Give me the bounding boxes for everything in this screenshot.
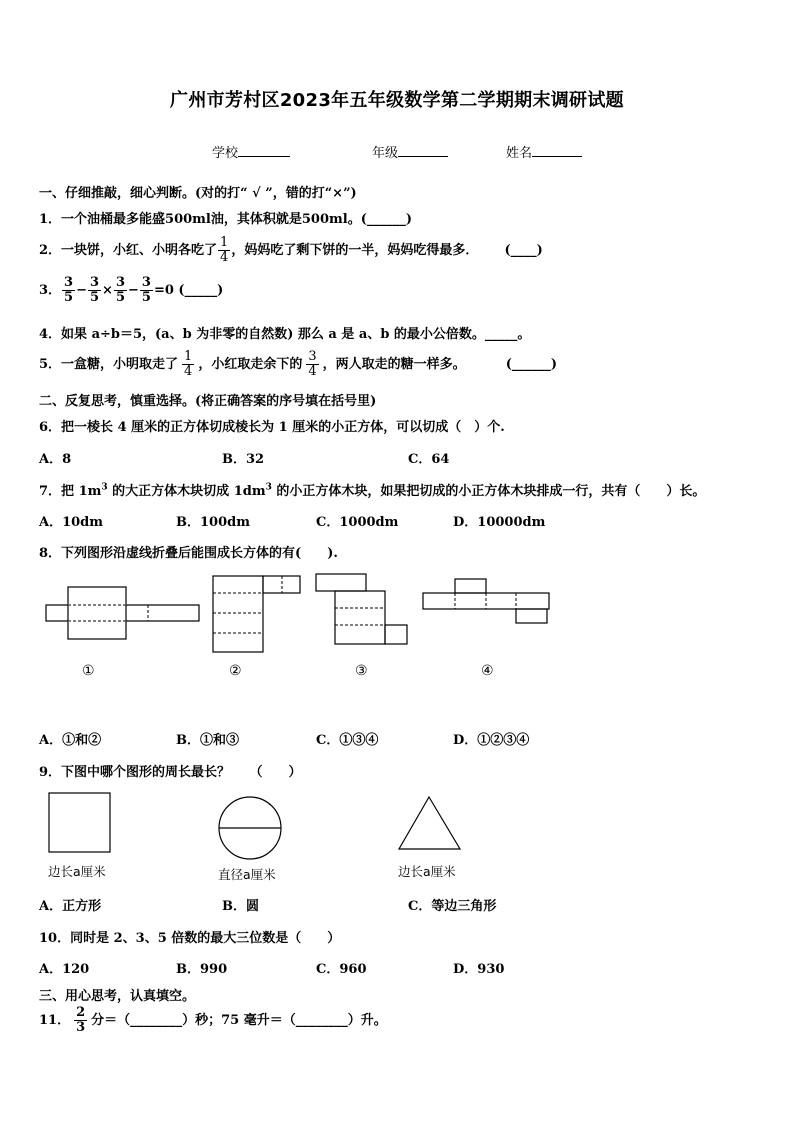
question-7: 7．把 $1m^3$ 的大正方体木块切成 $1dm^3$ 的小正方体木块，如果把切成的小正方体木块排成一行，共有（ ）长。: [39, 482, 706, 499]
q6-option-c[interactable]: C．64: [408, 452, 450, 467]
q7-option-a[interactable]: A．10dm: [39, 515, 104, 530]
figure-label-1: ①: [82, 663, 95, 679]
triangle-caption: 边长a厘米: [398, 864, 456, 879]
circle-caption: 直径a厘米: [218, 867, 276, 882]
section1-heading: 一、仔细推敲，细心判断。(对的打“ √ ”，错的打“×”): [39, 186, 357, 201]
question-1: 1．一个油桶最多能盛500ml油，其体积就是500ml。(______): [39, 212, 413, 227]
school-field[interactable]: [212, 142, 290, 161]
question-9: 9．下图中哪个图形的周长最长？ （ ）: [39, 765, 302, 780]
grade-field[interactable]: [372, 142, 448, 161]
q9-option-b[interactable]: B．圆: [222, 899, 259, 914]
q10-option-d[interactable]: D．930: [453, 962, 505, 977]
fraction-one-quarter: $\frac{1}{4}$: [220, 235, 229, 265]
question-3: 3． $\frac{3}{5}$ − $\frac{3}{5}$ × $\frac{3}{5}$ − $\frac{3}{5}$ =0 (_____): [39, 275, 224, 305]
net-figure-1: [46, 587, 200, 639]
q7-option-c[interactable]: C．1000dm: [316, 515, 399, 530]
page-title: 广州市芳村区2023年五年级数学第二学期期末调研试题: [170, 90, 624, 111]
circle-shape: [217, 795, 283, 861]
q9-option-c[interactable]: C．等边三角形: [408, 899, 497, 914]
q10-option-c[interactable]: C．960: [316, 962, 367, 977]
q8-option-a[interactable]: A．①和②: [39, 733, 102, 748]
q7-option-d[interactable]: D．10000dm: [453, 515, 546, 530]
q8-option-b[interactable]: B．①和③: [176, 733, 239, 748]
section3-heading: 三、用心思考，认真填空。: [39, 989, 196, 1004]
figure-label-3: ③: [355, 663, 368, 679]
q6-option-b[interactable]: B．32: [222, 452, 265, 467]
question-8: 8．下列图形沿虚线折叠后能围成长方体的有( ).: [39, 546, 338, 561]
question-2: 2．一块饼，小红、小明各吃了 $\frac{1}{4}$ ，妈妈吃了剩下饼的一半，妈妈吃得最多． (____): [39, 235, 543, 265]
figure-label-4: ④: [481, 663, 494, 679]
name-field[interactable]: [506, 142, 582, 161]
q7-option-b[interactable]: B．100dm: [176, 515, 250, 530]
question-11: 11． $\frac{2}{3}$ 分＝（________）秒；75 毫升＝（________）升。: [39, 1005, 387, 1035]
net-figure-4: [422, 578, 550, 624]
q9-option-a[interactable]: A．正方形: [39, 899, 102, 914]
school-label: 学校: [212, 146, 239, 161]
figure-label-2: ②: [229, 663, 242, 679]
square-shape: [48, 792, 112, 854]
q8-option-d[interactable]: D．①②③④: [453, 733, 530, 748]
net-figure-3: [315, 573, 409, 645]
square-caption: 边长a厘米: [48, 864, 106, 879]
net-figure-2: [212, 575, 302, 653]
q6-option-a[interactable]: A．8: [39, 452, 72, 467]
question-4: 4．如果 a÷b＝5，(a、b 为非零的自然数) 那么 a 是 a、b 的最小公倍数。_____。: [39, 327, 531, 342]
name-label: 姓名: [506, 146, 533, 161]
question-10: 10．同时是 2、3、5 倍数的最大三位数是（ ）: [39, 931, 341, 946]
question-5: 5．一盒糖，小明取走了 $\frac{1}{4}$ ，小红取走余下的 $\frac{3}{4}$ ，两人取走的糖一样多。 (______): [39, 349, 558, 379]
section2-heading: 二、反复思考，慎重选择。(将正确答案的序号填在括号里): [39, 394, 377, 409]
grade-label: 年级: [372, 146, 399, 161]
q10-option-a[interactable]: A．120: [39, 962, 90, 977]
q8-option-c[interactable]: C．①③④: [316, 733, 379, 748]
question-6: 6．把一棱长 4 厘米的正方体切成棱长为 1 厘米的小正方体，可以切成（ ）个.: [39, 420, 505, 435]
triangle-shape: [398, 795, 462, 851]
q10-option-b[interactable]: B．990: [176, 962, 228, 977]
